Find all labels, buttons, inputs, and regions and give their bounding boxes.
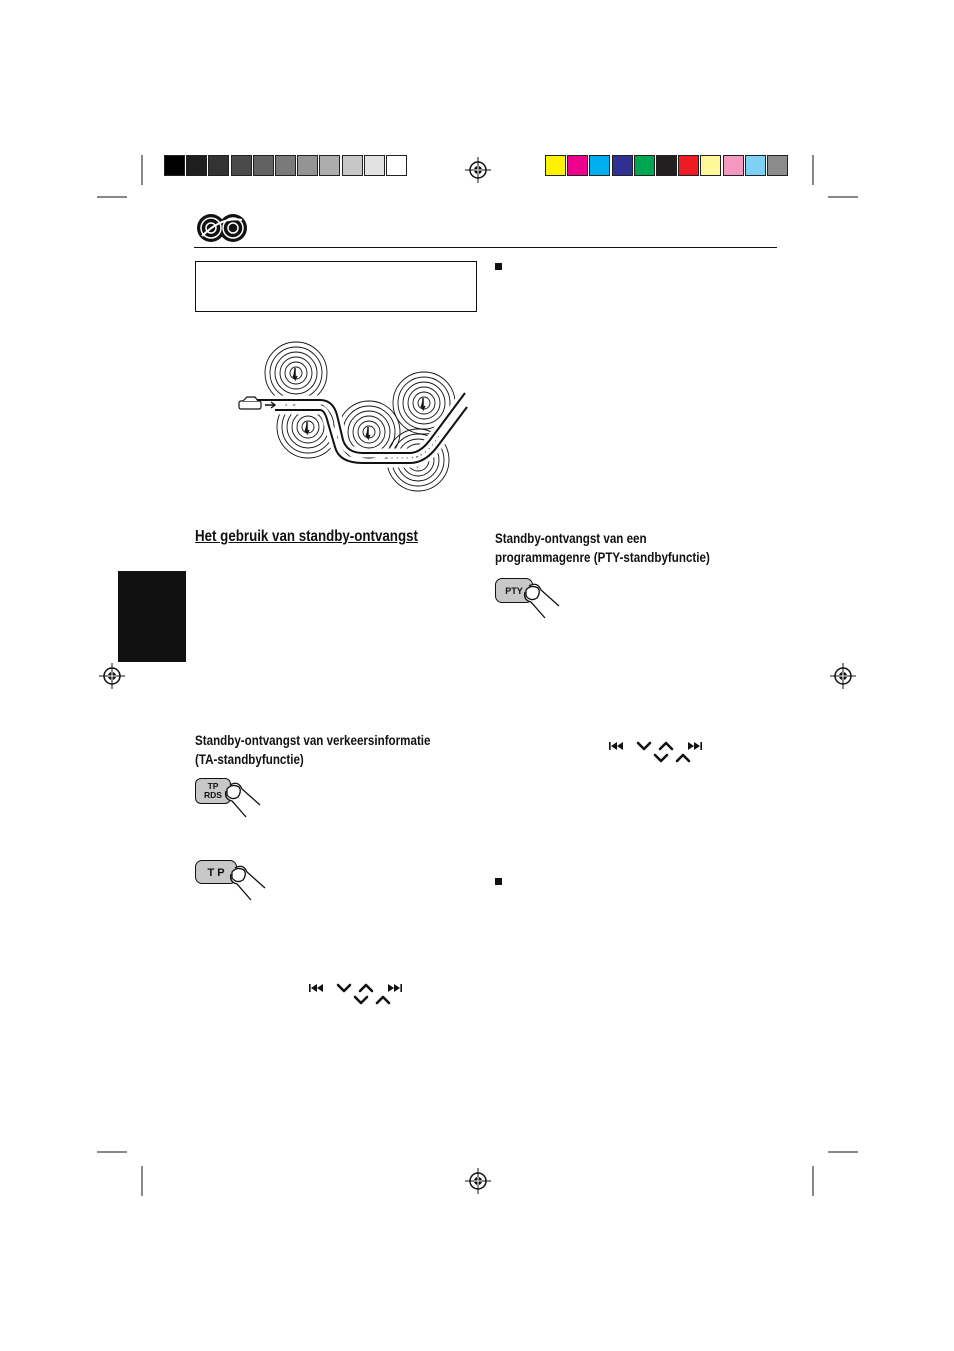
skip-prev-next-icon: [608, 739, 703, 767]
bullet-square: [495, 878, 502, 885]
registration-mark-icon: [99, 663, 125, 689]
color-swatch: [231, 155, 252, 176]
heading-ta-standby-line1: Standby-ontvangst van verkeersinformatie: [195, 733, 431, 748]
color-swatch: [612, 155, 633, 176]
color-swatch: [545, 155, 566, 176]
heading-ta-standby-line2: (TA-standbyfunctie): [195, 752, 304, 767]
color-swatch: [275, 155, 296, 176]
heading-pty-standby-line2: programmagenre (PTY-standbyfunctie): [495, 550, 710, 565]
finger-press-icon: [222, 781, 262, 821]
color-swatch: [208, 155, 229, 176]
color-swatch: [678, 155, 699, 176]
heading-pty-standby-line1: Standby-ontvangst van een: [495, 531, 647, 546]
bullet-square: [495, 263, 502, 270]
color-swatch: [723, 155, 744, 176]
finger-press-icon: [521, 582, 561, 622]
color-swatch: [164, 155, 185, 176]
skip-prev-next-icon: [308, 981, 403, 1009]
color-swatch: [656, 155, 677, 176]
coverage-illustration: [225, 335, 470, 495]
tp-rds-button-label-top: TP: [207, 781, 219, 791]
color-swatch: [364, 155, 385, 176]
color-swatch: [319, 155, 340, 176]
color-swatch: [589, 155, 610, 176]
heading-standby-use: Het gebruik van standby-ontvangst: [195, 528, 418, 545]
color-swatch: [767, 155, 788, 176]
rds-disc-logo-icon: [194, 212, 250, 244]
registration-mark-icon: [830, 663, 856, 689]
color-swatch: [342, 155, 363, 176]
note-box: [195, 261, 477, 312]
color-swatch: [700, 155, 721, 176]
color-swatch: [186, 155, 207, 176]
header-rule: [194, 247, 777, 248]
color-swatch: [634, 155, 655, 176]
language-tab: [118, 571, 186, 662]
color-swatch: [567, 155, 588, 176]
tp-button-label: T P: [207, 867, 225, 879]
registration-mark-icon: [465, 1168, 491, 1194]
transmitter-area: [265, 342, 327, 404]
pty-button-label: PTY: [505, 586, 523, 596]
color-swatch: [745, 155, 766, 176]
tp-rds-button-label-bottom: RDS: [204, 790, 222, 800]
color-swatch: [386, 155, 407, 176]
color-swatch: [253, 155, 274, 176]
registration-mark-icon: [465, 157, 491, 183]
finger-press-icon: [227, 864, 267, 904]
color-swatch: [297, 155, 318, 176]
